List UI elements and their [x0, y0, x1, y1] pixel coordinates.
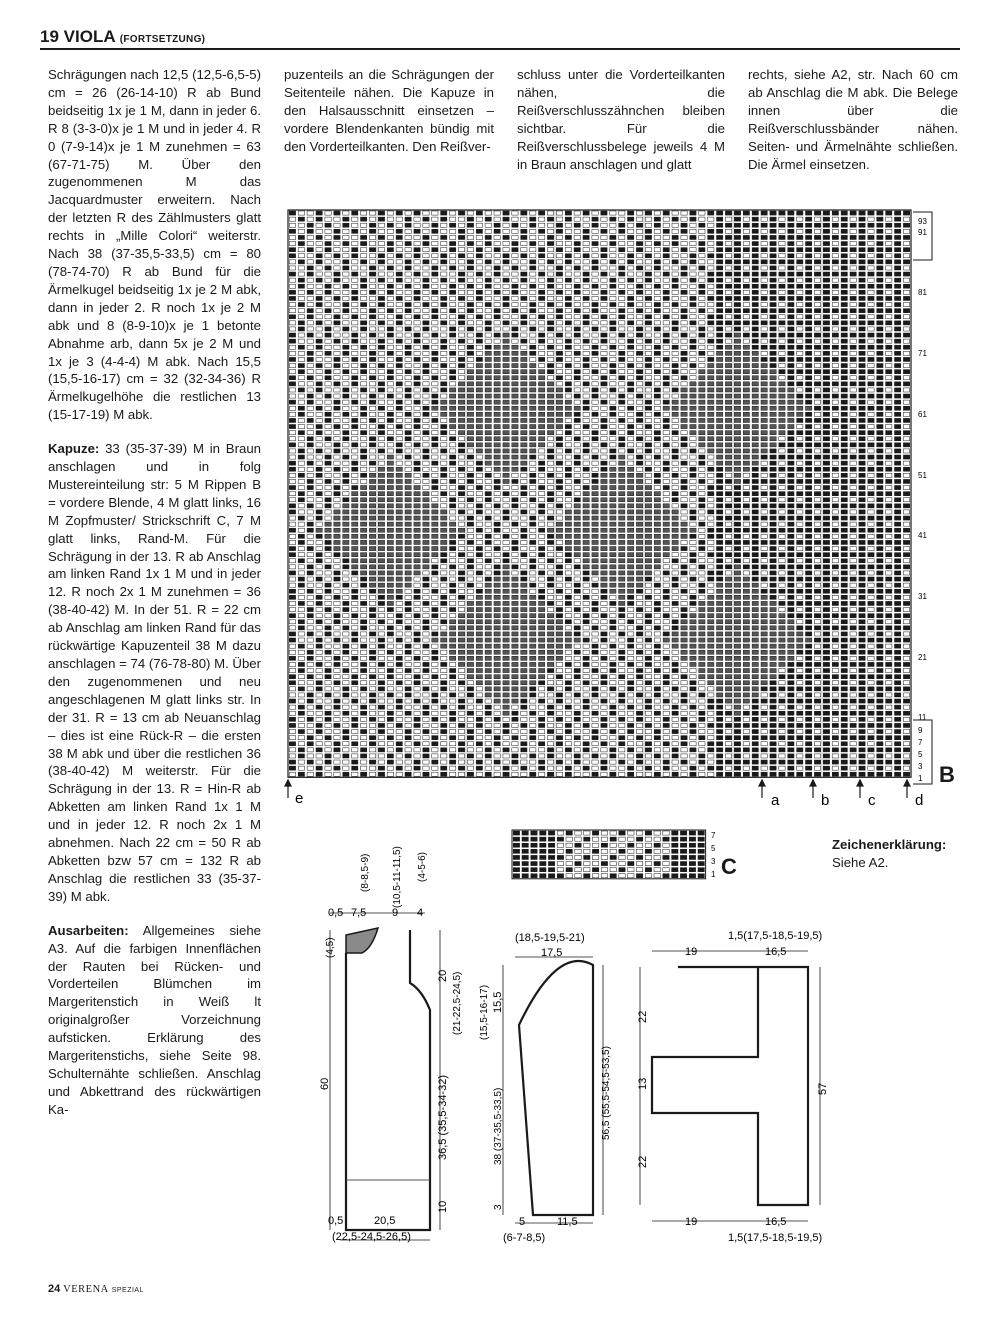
- chart-c-grid: [512, 830, 706, 879]
- row-label: 5: [918, 750, 923, 759]
- row-label-brackets: [913, 212, 932, 784]
- dim-label: 5: [519, 1216, 526, 1228]
- col3-paragraph: schluss unter die Vorderteilkanten nähen, die Reißverschlusszähnchen bleiben sichtbar. Für die Reißverschlussbelege jeweils 4 M in Braun anschlagen und glatt: [517, 67, 725, 172]
- legend-text: Siehe A2.: [832, 855, 889, 870]
- col4-paragraph: rechts, siehe A2, str. Nach 60 cm ab Anschlag die M abk. Die Belege innen über die Reißverschlussbänder nähen. Seiten- und Ärmelnähte schließen. Die Ärmel einsetzen.: [748, 67, 958, 172]
- legend-heading: Zeichenerklärung:: [832, 837, 947, 852]
- hood-text: 33 (35-37-39) M in Braun anschlagen und in folg Mustereinteilung str: 5 M Rippen B = vordere Blende, 4 M glatt links, 16 M Zopfmuster/ Strickschrift C, 7 M glatt links, Rand-M. Für die Schrägung in der 13. R ab Anschlag am linken Rand 1x 1 M und in jeder 12. R noch 2x 1 M zunehmen = 36 (38-40-42) M. In der 51. R = 22 cm ab Anschlag am linken Rand für das rückwärtige Kapuzenteil 38 M dazu anschlagen = 74 (76-78-80) M. Über den zugenommenen und neu angeschlagenen M glatt links str. In der 31. R = 13 cm ab Neuanschlag – dies ist eine Rück-R – die ersten 38 M abk und über die restlichen 36 (38-40-42) M weiterstr. Für die Schrägung in der 13. R = Hin-R ab Abketten am linken Rand 1x 1 M und in jeder 12. R noch 2x 1 M abnehmen. Nach 22 cm = 50 R ab Abketten bzw 57 cm = 132 R ab Anschlag die restlichen 33 (35-37-39) M abk.: [48, 441, 261, 904]
- dim-label: 3: [493, 1204, 504, 1210]
- row-label: 11: [918, 713, 927, 722]
- magazine-name: VERENA: [63, 1284, 109, 1295]
- dim-label: 22: [637, 1155, 649, 1168]
- dim-label: 16,5: [765, 946, 787, 958]
- row-label: 61: [918, 410, 927, 419]
- row-label: 7: [711, 831, 716, 840]
- page-number: 24: [48, 1283, 61, 1295]
- sleeve-paragraph: Schrägungen nach 12,5 (12,5-6,5-5) cm = 26 (26-14-10) R ab Bund beidseitig 1x je 1 M, dann in jeder 6. R 8 (3-3-0)x je 1 M und in jeder 4. R 0 (7-9-14)x je 1 M zunehmen = 63 (67-71-75) M. Über den zugenommenen M das Jacquardmuster erweitern. Nach der letzten R des Zählmusters glatt rechts in „Mille Colori“ weiterstr. Nach 38 (37-35,5-33,5) cm = 80 (78-74-70) R ab Bund für die Ärmelkugel beidseitig 1x je 2 M abk, dann in jeder 2. R noch 1x je 2 M abk und 8 (8-9-10)x je 1 betonte Abnahme arb, dann 5x je 2 M und 1x je 3 (4-4-4) M abk. Nach 15,5 (15,5-16-17) cm = 32 (32-34-36) R Ärmelkugelhöhe die restlichen 13 (15-17-19) M abk.: [48, 67, 261, 423]
- page-header: [40, 26, 960, 50]
- dim-label: (18,5-19,5-21): [515, 932, 585, 944]
- row-label: 3: [918, 762, 923, 771]
- magazine-edition: SPEZIAL: [111, 1287, 144, 1294]
- hood-heading: Kapuze:: [48, 441, 100, 457]
- marker-b: b: [821, 792, 830, 809]
- knitting-chart-b: [270, 200, 990, 820]
- dim-label: 0,5: [328, 907, 344, 919]
- chart-b-markers: [285, 780, 910, 798]
- row-label: 1: [711, 870, 716, 879]
- finishing-paragraph: [48, 922, 261, 1119]
- pattern-number: 19: [40, 27, 59, 46]
- dim-label: 20: [437, 969, 449, 982]
- dim-label: 7,5: [351, 907, 367, 919]
- chart-b-row-labels: [918, 217, 927, 783]
- page-footer: [48, 1283, 144, 1295]
- dim-label: (6-7-8,5): [503, 1232, 546, 1244]
- dim-label: 19: [685, 1216, 698, 1228]
- dim-label: (22,5-24,5-26,5): [332, 1231, 411, 1243]
- dim-label: 17,5: [541, 947, 563, 959]
- section-title: [40, 27, 205, 47]
- schematic-sleeve: [475, 925, 635, 1245]
- row-label: 71: [918, 349, 927, 358]
- dim-label: (15,5-16-17): [479, 984, 490, 1040]
- chart-c-label: C: [721, 854, 737, 879]
- text-column-4: [748, 66, 958, 189]
- row-label: 81: [918, 288, 927, 297]
- row-label: 7: [918, 738, 923, 747]
- marker-c: c: [868, 792, 876, 809]
- dim-label: 36,5 (35,5-34-32): [437, 1075, 449, 1160]
- finishing-text: Allgemeines siehe A3. Auf die farbigen Innenflächen der Rauten bei Rücken- und Vorderteilen Blümchen im Margeritenstich in Weiß lt originalgroßer Vorzeichnung aufsticken. Erklärung des Margeritenstichs, siehe Seite 98. Schulternähte schließen. Anschlag und Abkettrand des rückwärtigen Ka-: [48, 922, 261, 1117]
- pattern-subtitle: (FORTSETZUNG): [119, 34, 206, 45]
- marker-d: d: [915, 792, 924, 809]
- dim-label: 56,5 (55,5-54,5-53,5): [601, 1046, 612, 1140]
- finishing-heading: Ausarbeiten:: [48, 922, 129, 938]
- dim-label: 1,5(17,5-18,5-19,5): [728, 930, 823, 942]
- dim-label: 11,5: [557, 1216, 578, 1228]
- marker-a: a: [771, 792, 780, 809]
- dim-label: (4,5): [325, 937, 336, 958]
- dim-label: 57: [817, 1082, 829, 1095]
- row-label: 5: [711, 844, 716, 853]
- text-column-3: [517, 66, 725, 189]
- dim-label: 1,5(17,5-18,5-19,5): [728, 1232, 823, 1244]
- row-label: 51: [918, 471, 927, 480]
- dim-label: 10: [437, 1200, 449, 1213]
- legend: [832, 836, 952, 872]
- dim-label: 13: [637, 1077, 649, 1090]
- schematic-hood: [637, 925, 840, 1245]
- dim-label: (10,5-11-11,5): [392, 846, 403, 908]
- hood-paragraph: [48, 440, 261, 906]
- dim-label: 19: [685, 946, 698, 958]
- dim-label: 15,5: [492, 991, 504, 1013]
- dim-label: 22: [637, 1010, 649, 1023]
- dim-label: 0,5: [328, 1215, 344, 1227]
- row-label: 9: [918, 726, 923, 735]
- pattern-title: VIOLA: [63, 27, 115, 46]
- dim-label: 16,5: [765, 1216, 787, 1228]
- schematic-body: [300, 820, 475, 1250]
- knitting-chart-c: [510, 828, 730, 884]
- dim-label: 60: [319, 1077, 331, 1090]
- dim-label: 4: [417, 907, 424, 919]
- row-label: 1: [918, 774, 923, 783]
- col2-paragraph: puzenteils an die Schrägungen der Seitenteile nähen. Die Kapuze in den Halsausschnitt einsetzen – vordere Blendenkanten bündig mit den Vorderteilkanten. Den Reißver-: [284, 67, 494, 154]
- row-label: 91: [918, 228, 927, 237]
- dim-label: 38 (37-35,5-33,5): [493, 1087, 504, 1165]
- dim-label: 9: [392, 907, 399, 919]
- dim-label: (4-5-6): [417, 851, 428, 882]
- row-label: 31: [918, 592, 927, 601]
- dim-label: 20,5: [374, 1215, 396, 1227]
- text-column-1: [48, 66, 261, 1135]
- chart-b-grid: [288, 210, 911, 777]
- row-label: 3: [711, 857, 716, 866]
- dim-label: (21-22,5-24,5): [452, 971, 463, 1035]
- text-column-2: [284, 66, 494, 172]
- marker-e: e: [295, 790, 304, 807]
- row-label: 93: [918, 217, 927, 226]
- dim-label: (8-8,5-9): [360, 853, 371, 892]
- chart-b-label: B: [939, 762, 955, 787]
- row-label: 41: [918, 531, 927, 540]
- row-label: 21: [918, 653, 927, 662]
